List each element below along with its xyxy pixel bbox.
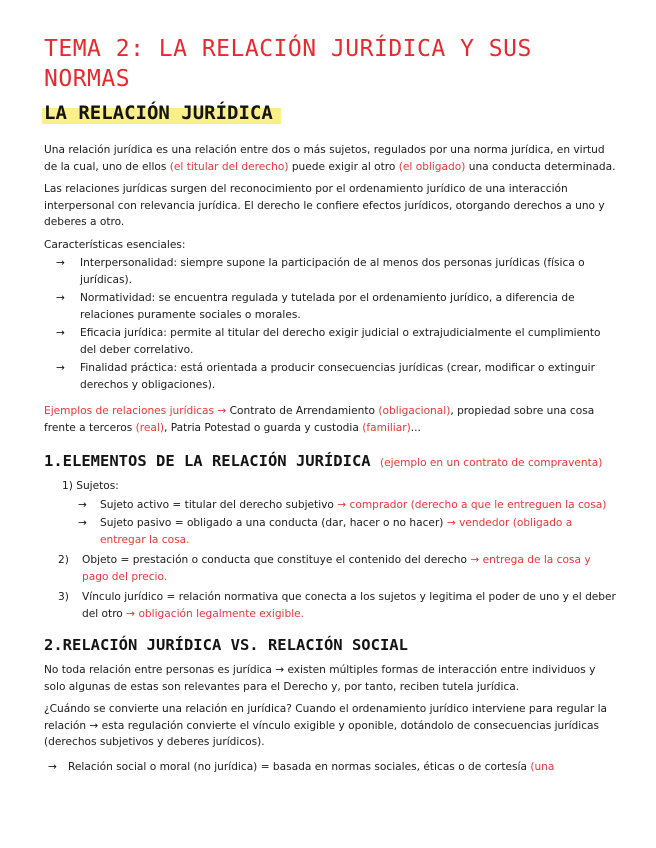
list-item (56, 360, 616, 393)
highlighted-subtitle: LA RELACIÓN JURÍDICA (42, 100, 281, 126)
subjects-label: 1) Sujetos: (62, 480, 119, 492)
arrow-icon: → (56, 292, 65, 304)
definition-text-b: puede exigir al otro (288, 160, 399, 173)
social-relation-text: Relación social o moral (no jurídica) = basada en normas sociales, éticas o de cortesía (68, 760, 527, 773)
item-number: 2) (58, 554, 69, 566)
examples-text-b: , propiedad sobre una cosa frente a terceros (44, 405, 595, 434)
origin-paragraph: Las relaciones jurídicas surgen del reconocimiento por el ordenamiento jurídico de una interacción interpersonal con relevancia jurídica. El derecho le confiere efectos jurídicos, otorgando derechos a uno y deberes a otro. (44, 183, 605, 228)
characteristic-text: Finalidad práctica: está orientada a producir consecuencias jurídicas (crear, modificar o extinguir derechos y obligaciones). (80, 362, 595, 391)
examples-text-d: ... (410, 421, 421, 434)
bond-example: obligación legalmente exigible. (138, 607, 305, 620)
definition-note-obligado: (el obligado) (398, 160, 466, 173)
section-2-heading: 2.RELACIÓN JURÍDICA VS. RELACIÓN SOCIAL (44, 636, 408, 654)
definition-text-a: Una relación jurídica es una relación entre dos o más sujetos, regulados por una norma jurídica, en virtud de la cual, uno de ellos (44, 144, 605, 173)
list-item (78, 497, 616, 514)
bond-text: Vínculo jurídico = relación normativa que conecta a los sujetos y legitima el poder de uno y el deber del otro (82, 591, 616, 620)
examples-paragraph (44, 403, 616, 436)
social-relation-item (48, 759, 616, 776)
arrow-icon: → (126, 607, 136, 620)
section-1-heading (44, 450, 616, 474)
characteristic-text: Eficacia jurídica: permite al titular del derecho exigir judicial o extrajudicialmente el cumplimiento del deber correlativo. (80, 327, 601, 356)
characteristics-heading: Características esenciales: (44, 238, 186, 251)
arrow-icon: → (48, 760, 57, 773)
arrow-icon: → (56, 257, 65, 269)
examples-text-c: , Patria Potestad o guarda y custodia (163, 421, 363, 434)
list-item (56, 290, 616, 323)
object-example: entrega de la cosa y pago del precio. (82, 554, 591, 583)
section-2-paragraph-1: No toda relación entre personas es jurídica → existen múltiples formas de interacción entre individuos y solo algunas de estas son relevantes para el Derecho y, por tanto, reciben tutela jurídica. (44, 664, 596, 693)
object-text: Objeto = prestación o conducta que constituye el contenido del derecho (82, 554, 467, 566)
definition-note-titular: (el titular del derecho) (169, 160, 289, 173)
examples-note-real: (real) (135, 421, 164, 434)
arrow-icon: → (56, 327, 65, 339)
page-title: TEMA 2: LA RELACIÓN JURÍDICA Y SUS NORMAS (44, 36, 532, 92)
arrow-icon: → (78, 498, 87, 511)
passive-subject-text: Sujeto pasivo = obligado a una conducta (dar, hacer o no hacer) (100, 517, 444, 529)
definition-text-c: una conducta determinada. (465, 160, 616, 173)
bond-item (58, 589, 616, 622)
active-subject-text: Sujeto activo = titular del derecho subjetivo (100, 498, 334, 511)
list-item (56, 255, 616, 288)
object-item (58, 552, 616, 585)
characteristic-text: Interpersonalidad: siempre supone la participación de al menos dos personas jurídicas (física o jurídicas). (80, 257, 585, 286)
arrow-icon: → (470, 554, 480, 566)
arrow-icon: → (56, 362, 65, 374)
arrow-icon: → (337, 498, 347, 511)
arrow-icon: → (446, 517, 456, 529)
arrow-icon: → (78, 517, 87, 529)
section-1-title: 1.ELEMENTOS DE LA RELACIÓN JURÍDICA (44, 452, 371, 470)
examples-note-obligacional: (obligacional) (378, 405, 451, 417)
list-item (56, 325, 616, 358)
definition-paragraph (44, 142, 616, 175)
list-item (78, 515, 616, 548)
active-subject-example: comprador (derecho a que le entreguen la cosa) (349, 498, 607, 511)
arrow-icon: → (217, 405, 227, 417)
examples-text-a: Contrato de Arrendamiento (226, 405, 379, 417)
examples-note-familiar: (familiar) (362, 421, 411, 434)
subjects-list (78, 497, 616, 549)
section-1-note: (ejemplo en un contrato de compraventa) (379, 457, 603, 469)
section-2-paragraph-2: ¿Cuándo se convierte una relación en jurídica? Cuando el ordenamiento jurídico interviene para regular la relación → esta regulación convierte el vínculo exigible y oponible, dotándolo de consecuencias jurídicas (derechos subjetivos y deberes jurídicos). (44, 703, 608, 748)
passive-subject-example: vendedor (obligado a entregar la cosa. (100, 517, 573, 546)
social-relation-note: (una (530, 760, 555, 773)
characteristic-text: Normatividad: se encuentra regulada y tutelada por el ordenamiento jurídico, a diferencia de relaciones puramente sociales o morales. (80, 292, 575, 321)
characteristics-list (56, 255, 616, 393)
item-number: 3) (58, 591, 69, 603)
subtitle-wrap (44, 100, 616, 126)
examples-label: Ejemplos de relaciones jurídicas (44, 405, 215, 417)
